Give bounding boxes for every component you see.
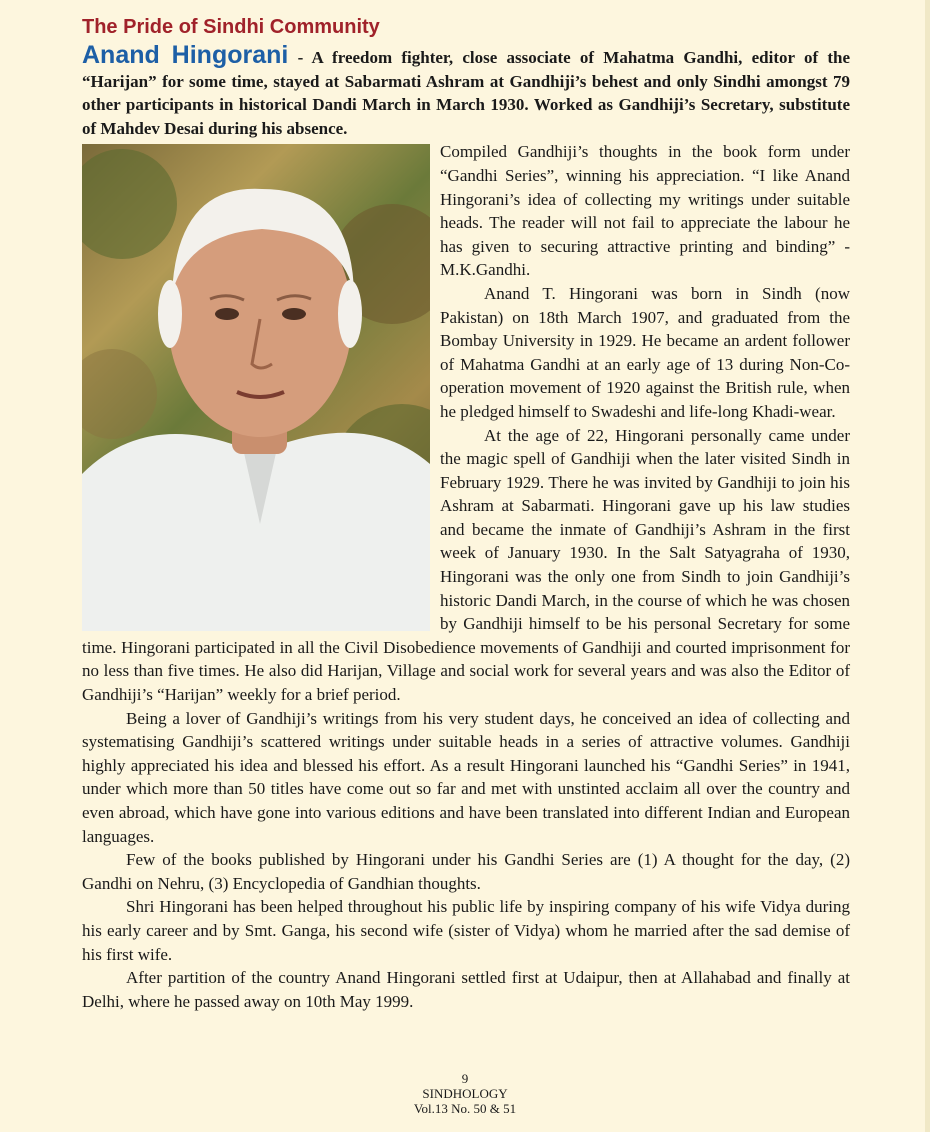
paragraph-later-life: After partition of the country Anand Hingorani settled first at Udaipur, then at Allahabad and finally at Delhi, where he passed away on 10th May 1999. [82, 968, 850, 1011]
intro-bold-text: - A freedom fighter, close associate of Mahatma Gandhi, editor of the “Harijan” for some time, stayed at Sabarmati Ashram at Gandhiji’s behest and only Sindhi amongst 79 other participants in historical Dandi March in March 1930. Worked as Gandhiji’s Secretary, substitute of Mahdev Desai during his absence. [82, 48, 850, 138]
paragraph-birth: Anand T. Hingorani was born in Sindh (now Pakistan) on 18th March 1907, and graduated from the Bombay University in 1929. He became an ardent follower of Mahatma Gandhi at an early age of 13 during Non-Co-operation movement of 1920 against the British rule, when he pledged himself to Swadeshi and life-long Khadi-wear. [440, 283, 850, 421]
person-name: Anand Hingorani [82, 41, 289, 69]
portrait-photo [82, 144, 430, 631]
article-body [82, 41, 850, 1013]
intro-paragraph [82, 41, 850, 140]
page-number: 9 [461, 1071, 469, 1086]
section-title: The Pride of Sindhi Community [82, 16, 380, 38]
paragraph-books: Few of the books published by Hingorani under his Gandhi Series are (1) A thought for the day, (2) Gandhi on Nehru, (3) Encyclopedia of Gandhian thoughts. [82, 850, 850, 893]
paragraph-gandhi-series: Being a lover of Gandhiji’s writings from his very student days, he conceived an idea of collecting and systematising Gandhiji’s scattered writings under suitable heads in a series of attractive volumes. Gandhiji highly appreciated his idea and blessed his effort. As a result Hingorani launched his “Gandhi Series” in 1941, under which more than 50 titles have come out so far and met with unstinted acclaim all over the country and even abroad, which have gone into various editions and have been translated into different Indian and European languages. [82, 708, 850, 846]
portrait-illustration [82, 144, 430, 631]
paragraph-family: Shri Hingorani has been helped throughout his public life by inspiring company of his wife Vidya during his early career and by Smt. Ganga, his second wife (sister of Vidya) whom he married after the sad demise of his first wife. [82, 897, 850, 964]
page-footer [0, 1071, 930, 1116]
publication-name: SINDHOLOGY [422, 1086, 508, 1101]
page-edge [925, 0, 930, 1132]
paragraph-ashram: At the age of 22, Hingorani personally came under the magic spell of Gandhiji when the later visited Sindh in February 1929. There he was invited by Gandhiji to join his Ashram at Sabarmati. Hingorani gave up his law studies and became the inmate of Gandhiji’s Ashram in the first week of January 1930. In the Salt Satyagraha of 1930, Hingorani was the only one from Sindh to join Gandhiji’s historic Dandi March, in the course of which he was chosen by Gandhiji himself to be his personal Secretary for some time. Hingorani participated in all the Civil Disobedience movements of Gandhiji and courted imprisonment for no less than five times. He also did Harijan, Village and social work for several years and was also the Editor of Gandhiji’s “Harijan” weekly for a brief period. [82, 425, 850, 705]
intro-rest-text: Compiled Gandhiji’s thoughts in the book form under “Gandhi Series”, winning his appreciation. “I like Anand Hingorani’s idea of collecting my writings under suitable heads. The reader will not fail to appreciate the labour he has given to securing attractive printing and binding” - M.K.Gandhi. [440, 142, 850, 280]
volume-info: Vol.13 No. 50 & 51 [413, 1101, 517, 1116]
